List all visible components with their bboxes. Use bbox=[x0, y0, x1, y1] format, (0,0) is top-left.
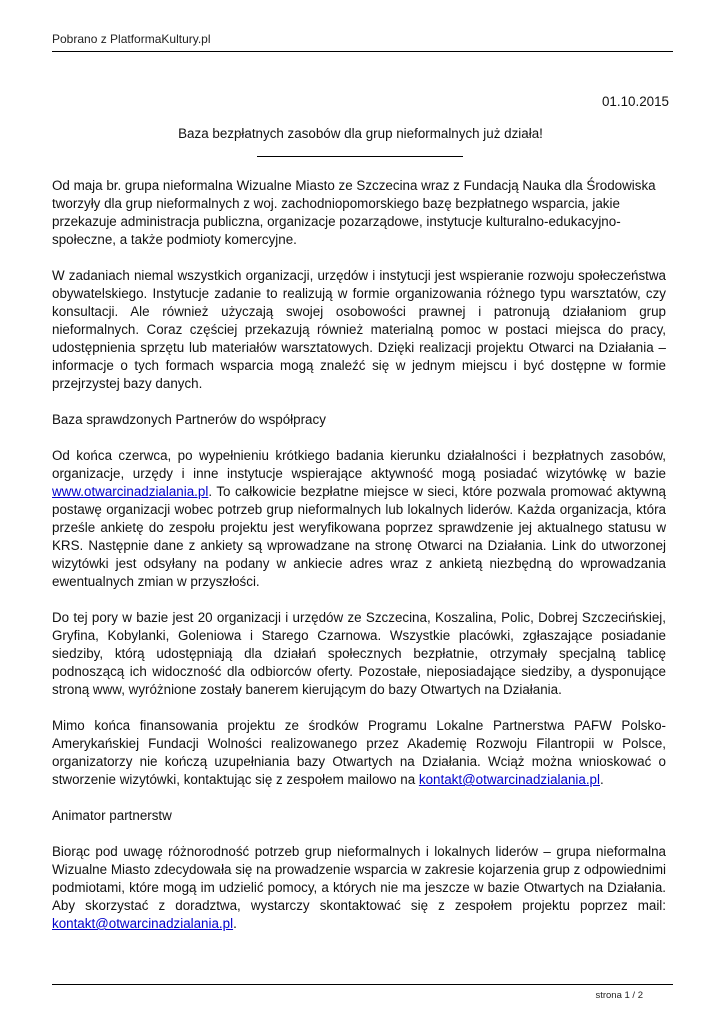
paragraph-partners-text: Od końca czerwca, po wypełnieniu krótkiego badania kierunku działalności i bezpłatnych zasobów, organizacje, urzędy i inne instytucje wspierające aktywność mogą posiadać wizytówkę w bazie bbox=[52, 448, 666, 481]
section-heading-partners: Baza sprawdzonych Partnerów do współpracy bbox=[52, 412, 326, 427]
footer-divider bbox=[52, 984, 673, 985]
paragraph-partners bbox=[52, 447, 666, 591]
paragraph-animator bbox=[52, 843, 666, 933]
page-number: strona 1 / 2 bbox=[595, 990, 643, 1001]
paragraph-funding-text: Mimo końca finansowania projektu ze środków Programu Lokalne Partnerstwa PAFW Polsko-Amerykańskiej Fundacji Wolności realizowanego przez Akademię Rozwoju Filantropii w Polsce, organizatorzy nie kończą uzupełniania bazy Otwartych na Działania. Wciąż można wnioskować o stworzenie wizytówki, kontaktując się z zespołem mailowo na bbox=[52, 718, 666, 787]
paragraph-funding bbox=[52, 717, 666, 789]
paragraph-partners-text-end: . To całkowicie bezpłatne miejsce w sieci, które pozwala promować aktywną postawę organizacji wobec potrzeb grup nieformalnych lub lokalnych liderów. Każda organizacja, która prześle ankietę do zespołu projektu jest weryfikowana poprzez sprawdzenie jej aktualnego statusu w KRS. Następnie dane z ankiety są wprowadzane na stronę Otwarci na Działania. Link do utworzonej wizytówki jest odsyłany na podany w ankiecie adres wraz z ankietą niezbędną do wprowadzania ewentualnych zmian w przyszłości. bbox=[52, 484, 666, 589]
page-source-header: Pobrano z PlatformaKultury.pl bbox=[52, 32, 211, 46]
paragraph-animator-text-end: . bbox=[233, 916, 237, 931]
email-link[interactable]: kontakt@otwarcinadzialania.pl bbox=[418, 772, 600, 787]
paragraph-database-status: Do tej pory w bazie jest 20 organizacji i urzędów ze Szczecina, Koszalina, Polic, Dobrej Szczecińskiej, Gryfina, Kobylanki, Goleniowa i Starego Czarnowa. Wszystkie placówki, zgłaszające posiadanie siedziby, którą udostępniają dla działań społecznych bezpłatnie, otrzymały specjalną tablicę podnoszącą ich widoczność dla odbiorców oferty. Pozostałe, nieposiadające siedziby, a dysponujące stroną www, wyróżnione zostały banerem kierującym do bazy Otwartych na Działania. bbox=[52, 610, 666, 697]
paragraph-intro: Od maja br. grupa nieformalna Wizualne Miasto ze Szczecina wraz z Fundacją Nauka dla Środowiska tworzyły dla grup nieformalnych z woj. zachodniopomorskiego bazę bezpłatnego wsparcia, jakie przekazuje administracja publiczna, organizacje pozarządowe, instytucje kulturalno-edukacyjno-społeczne, a także podmioty komercyjne. bbox=[52, 178, 656, 247]
article-title: Baza bezpłatnych zasobów dla grup nieformalnych już działa! bbox=[178, 126, 543, 141]
header-divider bbox=[52, 51, 673, 52]
website-link[interactable]: www.otwarcinadzialania.pl bbox=[52, 484, 209, 499]
section-heading-animator: Animator partnerstw bbox=[52, 808, 172, 823]
title-underline bbox=[257, 156, 463, 157]
article-body bbox=[52, 177, 666, 951]
paragraph-support: W zadaniach niemal wszystkich organizacji, urzędów i instytucji jest wspieranie rozwoju społeczeństwa obywatelskiego. Instytucje zadanie to realizują w formie organizowania różnego typu warsztatów, czy konsultacji. Ale również użyczają swojej osobowości prawnej i patronują działaniom grup nieformalnych. Coraz częściej przekazują również materialną pomoc w postaci miejsca do pracy, udostępnienia sprzętu lub materiałów warsztatowych. Dzięki realizacji projektu Otwarci na Działania – informacje o tych formach wsparcia mogą znaleźć się w jednym miejscu i być dostępne w formie przejrzystej bazy danych. bbox=[52, 268, 666, 391]
contact-email-link[interactable]: kontakt@otwarcinadzialania.pl bbox=[52, 916, 234, 931]
paragraph-animator-text: Biorąc pod uwagę różnorodność potrzeb grup nieformalnych i lokalnych liderów – grupa nieformalna Wizualne Miasto zdecydowała się na prowadzenie wsparcia w zakresie kojarzenia grup z odpowiednimi podmiotami, które mogą im udzielić pomocy, a których nie ma jeszcze w bazie Otwartych na Działania. Aby skorzystać z doradztwa, wystarczy skontaktować się z zespołem projektu poprzez mail: bbox=[52, 844, 666, 913]
article-date: 01.10.2015 bbox=[601, 94, 669, 109]
paragraph-funding-text-end: . bbox=[599, 772, 604, 787]
